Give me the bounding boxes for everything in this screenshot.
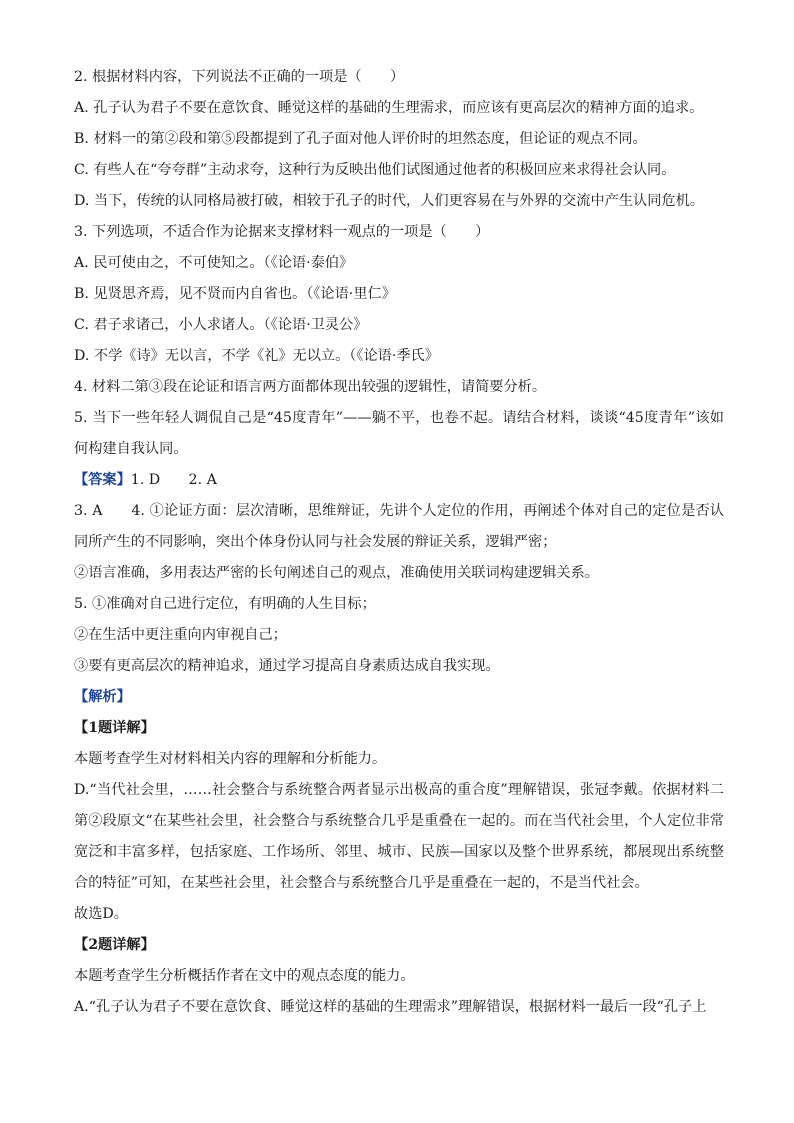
q1-detail-heading: 【1题详解】 <box>74 720 155 736</box>
q2-detail-heading: 【2题详解】 <box>74 937 155 953</box>
q3-option-a: A. 民可使由之，不可使知之。（《论语·泰伯》 <box>74 255 354 271</box>
answer-line-1 <box>74 465 724 496</box>
answer-tag: 【答案】 <box>74 472 131 488</box>
q1-detail-intro: 本题考查学生对材料相关内容的理解和分析能力。 <box>74 751 387 767</box>
analysis-tag: 【解析】 <box>74 689 131 705</box>
q2-detail-intro: 本题考查学生分析概括作者在文中的观点态度的能力。 <box>74 968 415 984</box>
answer-line-2: 3. A 4. ①论证方面：层次清晰，思维辩证，先讲个人定位的作用，再阐述个体对自己的定位是否认同所产生的不同影响，突出个体身份认同与社会发展的辩证关系，逻辑严密； <box>74 503 724 550</box>
q5-stem: 5. 当下一些年轻人调侃自己是“45度青年”——躺不平，也卷不起。请结合材料，谈谈“45度青年”该如何构建自我认同。 <box>74 410 724 457</box>
answer-line-4: 5. ①准确对自己进行定位，有明确的人生目标； <box>74 596 376 612</box>
q1-detail-conclusion: 故选D。 <box>74 906 128 922</box>
answer-line-3: ②语言准确，多用表达严密的长句阐述自己的观点，准确使用关联词构建逻辑关系。 <box>74 565 599 581</box>
q4-stem: 4. 材料二第③段在论证和语言两方面都体现出较强的逻辑性，请简要分析。 <box>74 379 547 395</box>
q2-option-b: B. 材料一的第②段和第⑤段都提到了孔子面对他人评价时的坦然态度，但论证的观点不同。 <box>74 131 647 147</box>
q2-detail-body: A.“孔子认为君子不要在意饮食、睡觉这样的基础的生理需求”理解错误，根据材料一最后一段“孔子上 <box>74 999 707 1015</box>
document-page <box>74 62 724 1023</box>
answer-line-6: ③要有更高层次的精神追求，通过学习提高自身素质达成自我实现。 <box>74 658 500 674</box>
q3-option-d: D. 不学《诗》无以言，不学《礼》无以立。（《论语·季氏》 <box>74 348 439 364</box>
q2-option-a: A. 孔子认为君子不要在意饮食、睡觉这样的基础的生理需求，而应该有更高层次的精神方面的追求。 <box>74 100 704 116</box>
q2-option-c: C. 有些人在“夸夸群”主动求夸，这种行为反映出他们试图通过他者的积极回应来求得社会认同。 <box>74 162 676 178</box>
q2-stem: 2. 根据材料内容，下列说法不正确的一项是（ ） <box>74 69 405 85</box>
q1-detail-body: D.“当代社会里，……社会整合与系统整合两者显示出极高的重合度”理解错误，张冠李戴。依据材料二第②段原文“在某些社会里，社会整合与系统整合几乎是重叠在一起的。而在当代社会里，个人定位非常宽泛和丰富多样，包括家庭、工作场所、邻里、城市、民族—国家以及整个世界系统，都展现出系统整合的特征”可知，在某些社会里，社会整合与系统整合几乎是重叠在一起的，不是当代社会。 <box>74 782 724 891</box>
q2-option-d: D. 当下，传统的认同格局被打破，相较于孔子的时代，人们更容易在与外界的交流中产生认同危机。 <box>74 193 704 209</box>
q3-option-b: B. 见贤思齐焉，见不贤而内自省也。（《论语·里仁》 <box>74 286 396 302</box>
q3-option-c: C. 君子求诸己，小人求诸人。（《论语·卫灵公》 <box>74 317 368 333</box>
answer-text-1: 1. D 2. A <box>130 472 217 488</box>
answer-line-5: ②在生活中更注重向内审视自己； <box>74 627 287 643</box>
q3-stem: 3. 下列选项，不适合作为论据来支撑材料一观点的一项是（ ） <box>74 224 490 240</box>
